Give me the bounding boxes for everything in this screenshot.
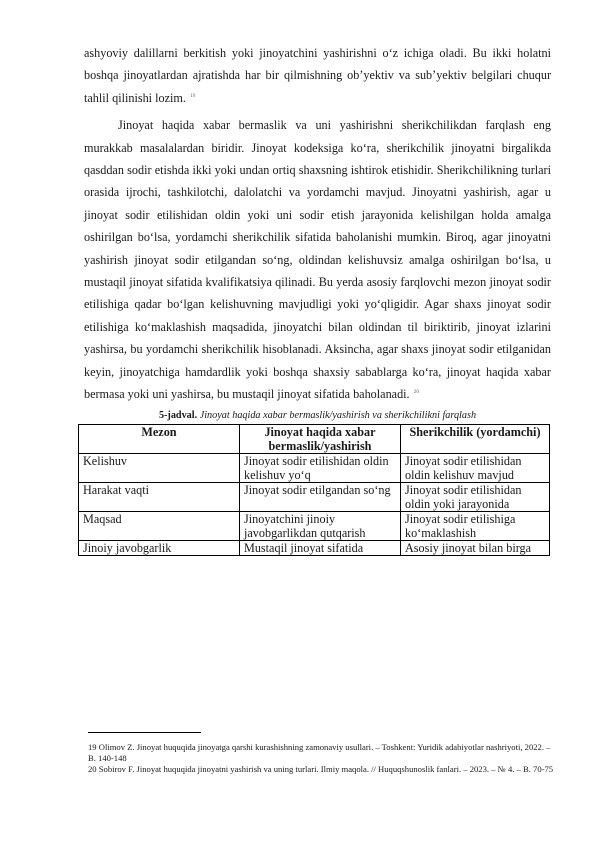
table-row xyxy=(79,453,550,482)
header-criterion: Mezon xyxy=(79,424,240,453)
table-cell: Kelishuv xyxy=(79,453,240,482)
table-header-row xyxy=(79,424,550,453)
footnote-ref-20[interactable]: 20 xyxy=(413,389,420,396)
header-non-reporting: Jinoyat haqida xabar bermaslik/yashirish xyxy=(240,424,401,453)
table-caption xyxy=(84,409,551,423)
paragraph-2 xyxy=(84,114,551,405)
table-cell: Mustaqil jinoyat sifatida xyxy=(240,540,401,555)
table-caption-text: Jinoyat haqida xabar bermaslik/yashirish va sherikchilikni farqlash xyxy=(199,409,477,421)
footnote-19: 19 Olimov Z. Jinoyat huquqida jinoyatga qarshi kurashishning zamonaviy usullari. – Toshkent: Yuridik adabiyotlar nashriyoti, 2022. – B. 140-148 xyxy=(88,742,551,763)
table-cell: Jinoyat sodir etilishidan oldin yoki jarayonida xyxy=(401,482,550,511)
table-cell: Harakat vaqti xyxy=(79,482,240,511)
paragraph-1-text: ashyoviy dalillarni berkitish yoki jinoyatchini yashirishni o‘z ichiga oladi. Bu ikki holatni boshqa jinoyatlardan ajratishda har bir qilmishning ob’yektiv va sub’yektiv belgilari chuqur tahlil qilinishi lozim. xyxy=(84,46,551,105)
page-body xyxy=(84,42,551,556)
table-cell: Jinoyat sodir etilishidan oldin kelishuv mavjud xyxy=(401,453,550,482)
table-cell: Jinoyat sodir etilishidan oldin kelishuv yo‘q xyxy=(240,453,401,482)
paragraph-1 xyxy=(84,42,551,109)
paragraph-2-text: Jinoyat haqida xabar bermaslik va uni yashirishni sherikchilikdan farqlash eng murakkab masalalardan biridir. Jinoyat kodeksiga ko‘ra, sherikchilik jinoyatni birgalikda qasddan sodir etishda ikki yoki undan ortiq shaxsning ishtirok etishidir. Sherikchilikning turlari orasida ijrochi, tashkilotchi, dalolatchi va yordamchi mavjud. Jinoyatni yashirish, agar u jinoyat sodir etilishidan oldin yoki uni sodir etish jarayonida kelishilgan holda amalga oshirilgan bo‘lsa, yordamchi sherikchilik sifatida baholanishi mumkin. Biroq, agar jinoyatni yashirish jinoyat sodir etilgandan so‘ng, oldindan kelishuvsiz amalga oshirilgan bo‘lsa, u mustaqil jinoyat sifatida kvalifikatsiya qilinadi. Bu yerda asosiy farqlovchi mezon jinoyat sodir etilishiga qadar bo‘lgan kelishuvning mavjudligi yoki yo‘qligidir. Agar shaxs jinoyat sodir etilishiga ko‘maklashish maqsadida, jinoyatchi bilan oldindan til biriktirib, jinoyat izlarini yashirsa, bu yordamchi sherikchilik hisoblanadi. Aksincha, agar shaxs jinoyat sodir etilganidan keyin, jinoyatchiga hamdardlik yoki boshqa shaxsiy sabablarga ko‘ra, jinoyat haqida xabar bermasa yoki uni yashirsa, bu mustaqil jinoyat sifatida baholanadi. xyxy=(84,118,551,402)
footnote-20: 20 Sobirov F. Jinoyat huquqida jinoyatni yashirish va uning turlari. Ilmiy maqola. // Huquqshunoslik fanlari. – 2023. – № 4. – B. 70-75 xyxy=(88,763,554,774)
header-complicity: Sherikchilik (yordamchi) xyxy=(401,424,550,453)
footnote-ref-19[interactable]: 19 xyxy=(189,92,196,99)
table-cell: Jinoyat sodir etilgandan so‘ng xyxy=(240,482,401,511)
table-row xyxy=(79,540,550,555)
table-row xyxy=(79,482,550,511)
table-cell: Jinoyatchini jinoiy javobgarlikdan qutqarish xyxy=(240,511,401,540)
table-cell: Jinoyat sodir etilishiga ko‘maklashish xyxy=(401,511,550,540)
table-caption-label: 5-jadval. xyxy=(158,409,198,421)
footnote-separator xyxy=(88,732,201,733)
table-cell: Maqsad xyxy=(79,511,240,540)
table-cell: Jinoiy javobgarlik xyxy=(79,540,240,555)
comparison-table xyxy=(78,424,550,556)
footnotes xyxy=(88,732,558,774)
table-row xyxy=(79,511,550,540)
table-cell: Asosiy jinoyat bilan birga xyxy=(401,540,550,555)
